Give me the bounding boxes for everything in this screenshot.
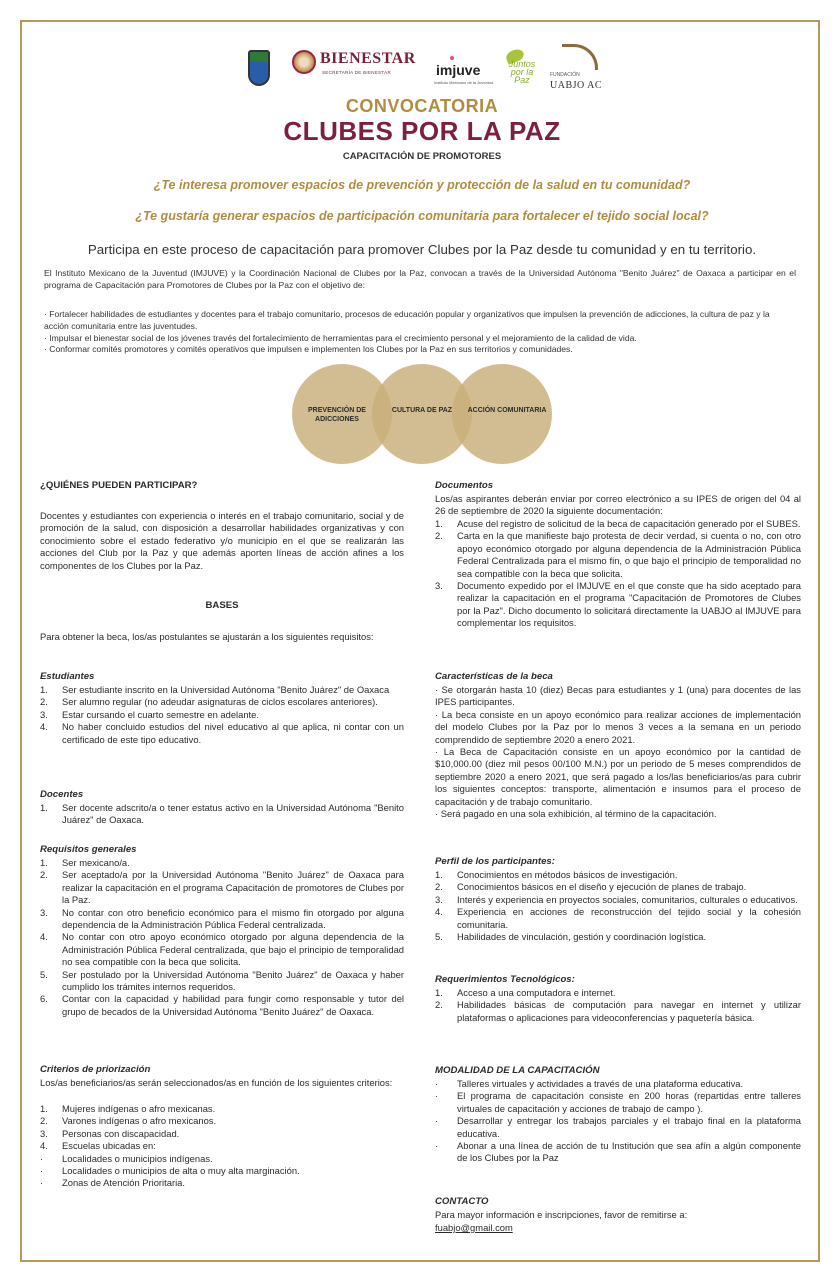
list-item: 3. Personas con discapacidad. [40,1127,180,1139]
convocatoria-label: CONVOCATORIA [345,96,499,116]
estudiantes-title: Estudiantes [40,671,95,682]
criterios-title: Criterios de priorización [40,1064,151,1075]
docentes-list [40,802,404,827]
quienes-title: ¿QUIÉNES PUEDEN PARTICIPAR? [40,480,198,491]
list-item: 3. Estar cursando el cuarto semestre en adelante. [40,708,259,720]
bienestar-logo: BIENESTAR [320,50,416,67]
list-item: · Localidades o municipios de alta o muy alta marginación. [40,1165,300,1177]
list-item: 3. Documento expedido por el IMJUVE en el que conste que ha sido aceptado para realizar la capacitación en el programa "Capacitación de Promotores de Clubes por la Paz". Dicho documento lo solicitará directamente la UABJO al IMJUVE para complementar los requisitos. [435,580,801,629]
participa-statement: Participa en este proceso de capacitación para promover Clubes por la Paz desde tu comunidad y en tu territorio. [87,242,757,257]
objective-item: · Impulsar el bienestar social de los jóvenes través del fortalecimiento de herramientas para el crecimiento personal y el mejoramiento de la calidad de vida. [44,332,637,343]
list-item: · El programa de capacitación consiste en 200 horas (repartidas entre talleres virtuales de capacitación y acciones de trabajo de campo ). [435,1090,801,1114]
list-item: · La Beca de Capacitación consiste en un apoyo económico por la cantidad de $10,000.00 (diez mil pesos 00/100 M.N.) por un periodo de 5 meses comprendidos de septiembre 2020 a enero 2021, que será pagado a los/las beneficiarios/as para cubrir los siguientes conceptos: transporte, alimentación e insumos para el proceso de capacitación y de trabajo comunitario. [435,746,801,807]
bases-title: BASES [205,600,239,611]
contact-email-link[interactable]: fuabjo@gmail.com [435,1222,513,1233]
bienestar-emblem-icon [292,50,316,74]
list-item: · Localidades o municipios indígenas. [40,1152,213,1164]
venn-label-cultura: CULTURA DE PAZ [391,407,453,414]
list-item: 3. No contar con otro beneficio económico para el mismo fin otorgado por alguna dependencia de la Administración Pública Federal centralizada. [40,906,404,931]
oaxaca-shield-icon [248,50,270,86]
objectives-list [44,309,796,356]
intro-paragraph: El Instituto Mexicano de la Juventud (IMJUVE) y la Coordinación Nacional de Clubes por la Paz, convocan a través de la Universidad Autónoma "Benito Juárez" de Oaxaca a participar en el programa de Capacitación para Promotores de Clubes por la Paz con el objetivo de: [44,268,796,290]
list-item: · Zonas de Atención Prioritaria. [40,1177,185,1189]
list-item: · Talleres virtuales y actividades a través de una plataforma educativa. [435,1078,744,1089]
list-item: 4. Escuelas ubicadas en: [40,1140,156,1152]
list-item: 2. Carta en la que manifieste bajo protesta de decir verdad, si cuenta o no, con otro apoyo económico otorgado por alguna dependencia de la Administración Pública Federal Centralizada para el mismo fin, o que bajo el principio de temporalidad no sea compatible con la beca que solicita. [435,530,801,579]
list-item: · Abonar a una línea de acción de tu Institución que sea afín a algún componente de los Clubes por la Paz [435,1140,801,1164]
list-item: 1. Ser mexicano/a. [40,857,130,868]
tecno-list [435,987,801,1024]
list-item: 6. Contar con la capacidad y habilidad para fungir como responsable y tutor del grupo de becados de la Universidad Autónoma "Benito Juárez" de Oaxaca. [40,993,404,1017]
caracteristicas-list [435,684,801,820]
uabjo-subtitle: FUNDACIÓN [550,72,580,78]
documentos-list [435,518,801,630]
contacto-title: CONTACTO [435,1196,489,1207]
list-item: 1. Ser estudiante inscrito en la Universidad Autónoma "Benito Juárez" de Oaxaca [40,684,390,695]
estudiantes-list [40,684,404,746]
docentes-title: Docentes [40,789,84,800]
imjuve-dot-icon [450,56,454,60]
question-2: ¿Te gustaría generar espacios de participación comunitaria para fortalecer el tejido social local? [135,209,709,223]
list-item: 3. Interés y experiencia en proyectos sociales, comunitarios, culturales o educativos. [435,893,798,905]
bases-text: Para obtener la beca, los/as postulantes se ajustarán a los siguientes requisitos: [40,631,374,642]
list-item: 2. Habilidades básicas de computación para navegar en internet y utilizar plataformas o aplicaciones para videoconferencias y paquetería básica. [435,999,801,1023]
list-item: 1. Mujeres indígenas o afro mexicanas. [40,1103,216,1114]
list-item: 5. Habilidades de vinculación, gestión y coordinación logística. [435,931,707,943]
documentos-text: Los/as aspirantes deberán enviar por correo electrónico a su IPES de origen del 04 al 26 de septiembre de 2020 la siguiente documentación: [435,493,801,517]
tecno-title: Requerimientos Tecnológicos: [435,974,575,985]
page-subtitle: CAPACITACIÓN DE PROMOTORES [342,151,502,162]
list-item: 2. Conocimientos básicos en el diseño y ejecución de planes de trabajo. [435,881,747,893]
documentos-title: Documentos [435,480,494,491]
list-item: 2. Ser alumno regular (no adeudar asignaturas de ciclos escolares anteriores). [40,696,378,708]
perfil-title: Perfil de los participantes: [435,856,555,867]
list-item: 5. Ser postulado por la Universidad Autónoma "Benito Juárez" de Oaxaca y haber cumplido los trámites internos requeridos. [40,968,404,993]
list-item: · Desarrollar y entregar los trabajos parciales y el trabajo final en la plataforma educativa. [435,1115,801,1139]
modalidad-title: MODALIDAD DE LA CAPACITACIÓN [435,1065,600,1076]
list-item: · Será pagado en una sola exhibición, al término de la capacitación. [435,808,717,820]
contacto-text: Para mayor información e inscripciones, favor de remitirse a: [435,1209,688,1220]
list-item: 1. Acuse del registro de solicitud de la beca de capacitación generado por el SUBES. [435,518,801,529]
objective-item: · Conformar comités promotores y comités operativos que impulsen e implementen los Clubes por la Paz en sus territorios y comunidades. [44,344,573,355]
perfil-list [435,869,801,943]
uabjo-bird-icon [562,44,598,70]
uabjo-logo: UABJO AC [550,80,603,91]
list-item: · Se otorgarán hasta 10 (diez) Becas para estudiantes y 1 (una) para docentes de las IPES participantes. [435,684,801,708]
list-item: 4. Experiencia en acciones de reconstrucción del tejido social y la cohesión comunitaria. [435,906,801,930]
list-item: 1. Ser docente adscrito/a o tener estatus activo en la Universidad Autónoma "Benito Juárez" de Oaxaca. [40,802,404,826]
list-item: 1. Acceso a una computadora e internet. [435,987,616,998]
generales-list [40,857,404,1018]
generales-title: Requisitos generales [40,844,137,855]
page-title: CLUBES POR LA PAZ [283,116,561,146]
imjuve-subtitle: Instituto Mexicano de la Juventud [434,80,494,85]
venn-label-prevencion: PREVENCIÓN DE ADICCIONES [308,407,366,423]
list-item: 2. Ser aceptado/a por la Universidad Autónoma "Benito Juárez" de Oaxaca para realizar la capacitación en el programa Capacitación de promotores de Clubes por la Paz. [40,869,404,906]
venn-diagram [292,364,552,464]
list-item: 1. Conocimientos en métodos básicos de investigación. [435,869,678,880]
quienes-text: Docentes y estudiantes con experiencia o interés en el trabajo comunitario, social y de promoción de la salud, con disposición a desarrollar habilidades organizativas y con conocimiento sobre el estado federativo y/o municipio en el que se realizarán las acciones del Club por la Paz y que además aporten líneas de acción afines a los componentes de los Clubes por la Paz. [40,510,404,571]
poster-frame [20,20,820,1262]
question-1: ¿Te interesa promover espacios de prevención y protección de la salud en tu comunidad? [153,178,691,192]
objective-item: · Fortalecer habilidades de estudiantes y docentes para el trabajo comunitario, procesos de educación popular y organizativos que impulsen la prevención de adicciones, la cultura de paz y la acción comunitaria entre las juventudes. [44,309,770,331]
modalidad-list [435,1078,801,1165]
list-item: 4. No contar con otro apoyo económico otorgado por alguna dependencia de la Administración Pública Federal centralizada, que bajo el principio de temporalidad no sea compatible con la beca que solicita. [40,931,404,968]
juntos-por-la-paz-logo: Juntos por la Paz [508,59,536,85]
list-item: · La beca consiste en un apoyo económico para realizar acciones de implementación del modelo Clubes por la Paz por lo menos 3 veces a la semana en un periodo comprendido de septiembre 2020 a enero 2021. [435,708,801,745]
caracteristicas-title: Características de la beca [435,671,553,682]
criterios-list [40,1103,404,1190]
list-item: 4. No haber concluido estudios del nivel educativo al que aplica, ni contar con un certificado de este tipo educativo. [40,721,404,745]
bienestar-subtitle: SECRETARÍA DE BIENESTAR [322,70,391,75]
list-item: 2. Varones indígenas o afro mexicanos. [40,1115,217,1127]
criterios-text: Los/as beneficiarios/as serán seleccionados/as en función de los siguientes criterios: [40,1077,393,1088]
venn-label-accion: ACCIÓN COMUNITARIA [467,407,547,414]
imjuve-logo: imjuve [436,62,481,78]
